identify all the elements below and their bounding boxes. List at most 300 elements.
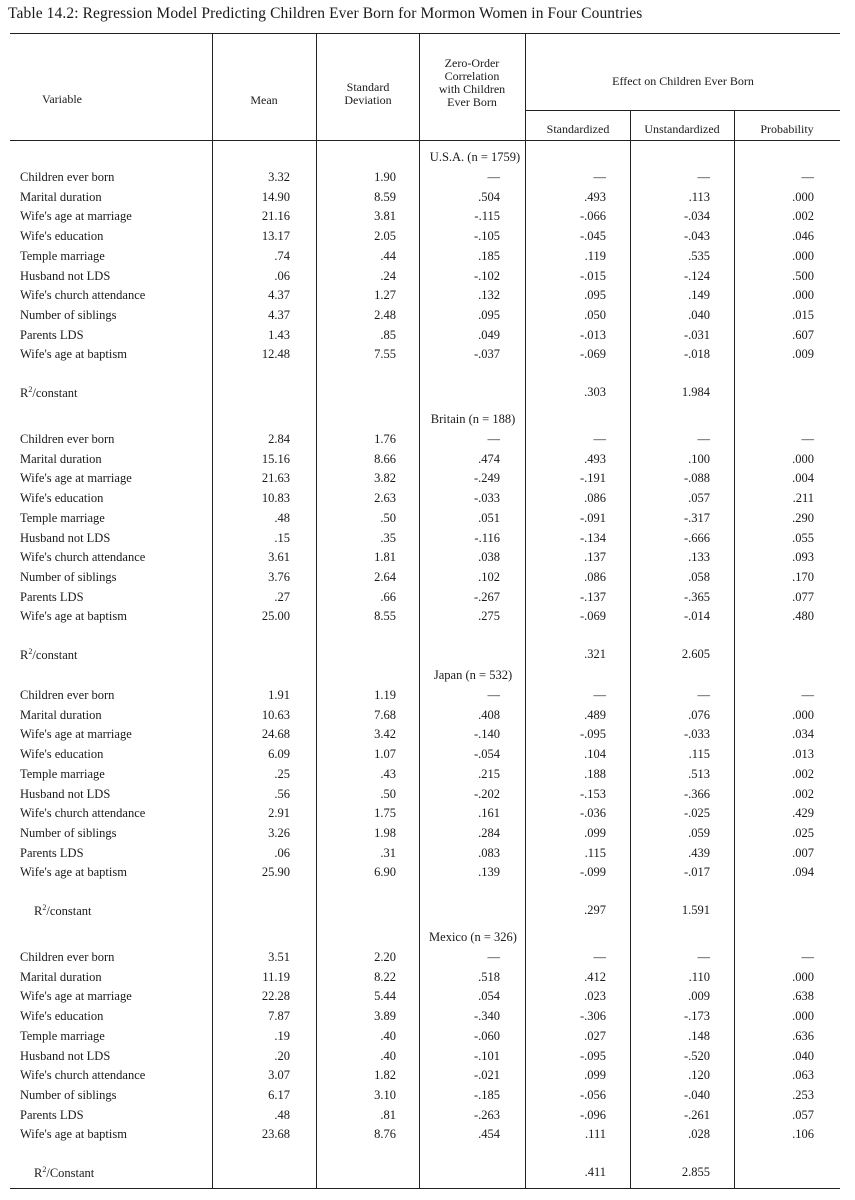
cell-standardized: .086	[584, 569, 606, 584]
cell-variable: Parents LDS	[20, 845, 84, 860]
constant-unstandardized: 1.591	[681, 903, 710, 917]
cell-corr: .049	[478, 327, 500, 342]
table-row	[0, 288, 855, 306]
cell-standardized: .115	[584, 845, 606, 860]
cell-corr: .504	[478, 189, 500, 204]
cell-variable: Number of siblings	[20, 307, 117, 322]
cell-standardized: .119	[584, 248, 606, 263]
cell-probability: .480	[792, 609, 814, 624]
cell-unstandardized: —	[697, 170, 710, 184]
cell-corr: —	[487, 432, 500, 446]
table-row	[0, 511, 855, 529]
r2-label: $R^2$/constant	[20, 647, 78, 663]
cell-corr: .215	[478, 766, 500, 781]
cell-standardized: .493	[584, 451, 606, 466]
cell-unstandardized: -.261	[683, 1107, 710, 1122]
cell-mean: 10.63	[261, 707, 290, 722]
cell-unstandardized: .028	[688, 1127, 710, 1142]
cell-mean: 4.37	[268, 307, 290, 322]
cell-probability: .077	[792, 589, 814, 604]
cell-standardized: -.066	[579, 209, 606, 224]
constant-unstandardized: 2.855	[681, 1165, 710, 1179]
cell-variable: Marital duration	[20, 451, 102, 466]
table-row	[0, 1049, 855, 1067]
cell-standardized: .104	[584, 747, 606, 762]
table-row	[0, 452, 855, 470]
header-mean: Mean	[250, 93, 278, 107]
cell-mean: .06	[274, 845, 290, 860]
cell-probability: .063	[792, 1068, 814, 1083]
cell-standardized: -.095	[579, 1048, 606, 1063]
cell-corr: —	[487, 170, 500, 184]
cell-sd: 1.98	[374, 825, 396, 840]
cell-standardized: .489	[584, 707, 606, 722]
header-sd: Standard Deviation	[344, 80, 392, 107]
cell-sd: .50	[380, 510, 396, 525]
cell-standardized: -.056	[579, 1087, 606, 1102]
r2-standardized: .411	[584, 1165, 606, 1179]
cell-mean: 22.28	[261, 989, 290, 1004]
cell-mean: 3.51	[268, 950, 290, 964]
cell-unstandardized: .100	[688, 451, 710, 466]
cell-variable: Wife's age at baptism	[20, 347, 127, 362]
cell-mean: 10.83	[261, 491, 290, 506]
table-row	[0, 170, 855, 188]
cell-standardized: -.134	[579, 530, 606, 545]
cell-unstandardized: -.365	[683, 589, 710, 604]
cell-variable: Wife's church attendance	[20, 288, 146, 303]
cell-variable: Wife's church attendance	[20, 550, 146, 565]
cell-sd: 1.81	[374, 550, 396, 565]
r2-row	[0, 385, 855, 403]
cell-probability: .170	[792, 569, 814, 584]
r2-label: $R^2$/constant	[34, 903, 92, 919]
cell-standardized: -.036	[579, 806, 606, 821]
cell-variable: Wife's age at baptism	[20, 865, 127, 880]
cell-sd: .50	[380, 786, 396, 801]
cell-variable: Parents LDS	[20, 1107, 84, 1122]
header-bottom-rule	[10, 140, 840, 141]
cell-standardized: -.306	[579, 1009, 606, 1024]
cell-sd: 5.44	[374, 989, 396, 1004]
section-title: Mexico (n = 326)	[429, 930, 517, 944]
cell-standardized: -.096	[579, 1107, 606, 1122]
cell-unstandardized: .535	[688, 248, 710, 263]
cell-corr: .102	[478, 569, 500, 584]
cell-variable: Children ever born	[20, 688, 115, 702]
cell-corr: .454	[478, 1127, 500, 1142]
cell-sd: 1.90	[374, 170, 396, 184]
cell-corr: -.101	[473, 1048, 500, 1063]
cell-probability: .002	[792, 766, 814, 781]
cell-mean: 7.87	[268, 1009, 290, 1024]
cell-probability: .034	[792, 727, 814, 742]
cell-probability: .000	[792, 451, 814, 466]
cell-mean: 1.91	[268, 688, 290, 702]
cell-mean: 23.68	[261, 1127, 290, 1142]
cell-sd: 8.55	[374, 609, 396, 624]
table-row	[0, 806, 855, 824]
cell-sd: .40	[380, 1028, 396, 1043]
header-standardized: Standardized	[546, 122, 610, 136]
cell-mean: .74	[274, 248, 290, 263]
table-row	[0, 1108, 855, 1126]
cell-unstandardized: -.043	[683, 229, 710, 244]
cell-standardized: —	[593, 688, 606, 702]
table-title: Table 14.2: Regression Model Predicting Children Ever Born for Mormon Women in Four Countries	[8, 5, 643, 22]
cell-mean: 14.90	[261, 189, 290, 204]
table-row	[0, 550, 855, 568]
section-title: Britain (n = 188)	[430, 412, 516, 426]
cell-mean: 21.63	[261, 471, 290, 486]
table-row	[0, 347, 855, 365]
cell-sd: 7.55	[374, 347, 396, 362]
cell-probability: .094	[792, 865, 814, 880]
cell-variable: Husband not LDS	[20, 530, 111, 545]
cell-corr: .095	[478, 307, 500, 322]
cell-variable: Husband not LDS	[20, 1048, 111, 1063]
cell-standardized: -.069	[579, 609, 606, 624]
cell-corr: -.140	[473, 727, 500, 742]
cell-standardized: .412	[584, 969, 606, 984]
cell-mean: .27	[274, 589, 290, 604]
cell-unstandardized: .059	[688, 825, 710, 840]
cell-variable: Temple marriage	[20, 1028, 105, 1043]
table-row	[0, 269, 855, 287]
cell-probability: .055	[792, 530, 814, 545]
cell-mean: .06	[274, 268, 290, 283]
cell-probability: .046	[792, 229, 814, 244]
table-row	[0, 950, 855, 968]
cell-standardized: —	[593, 950, 606, 964]
cell-sd: 3.81	[374, 209, 396, 224]
r2-row	[0, 647, 855, 665]
table-row	[0, 787, 855, 805]
cell-standardized: -.045	[579, 229, 606, 244]
cell-unstandardized: -.025	[683, 806, 710, 821]
effect-subheader-rule	[526, 110, 840, 111]
cell-standardized: .099	[584, 1068, 606, 1083]
r2-standardized: .297	[584, 903, 606, 917]
cell-unstandardized: .115	[688, 747, 710, 762]
cell-unstandardized: -.088	[683, 471, 710, 486]
cell-unstandardized: -.124	[683, 268, 710, 283]
cell-mean: .19	[274, 1028, 290, 1043]
cell-corr: -.060	[473, 1028, 500, 1043]
cell-variable: Parents LDS	[20, 327, 84, 342]
table-row	[0, 767, 855, 785]
cell-mean: 3.26	[268, 825, 290, 840]
cell-mean: 25.90	[261, 865, 290, 880]
cell-sd: 8.76	[374, 1127, 396, 1142]
cell-mean: 3.07	[268, 1068, 290, 1083]
cell-variable: Wife's church attendance	[20, 1068, 146, 1083]
cell-sd: 8.22	[374, 969, 396, 984]
cell-unstandardized: .040	[688, 307, 710, 322]
cell-probability: —	[801, 432, 814, 446]
cell-probability: .002	[792, 209, 814, 224]
header-corr: Zero-Order Correlation with Children Ever Born	[438, 56, 506, 109]
cell-corr: .051	[478, 510, 500, 525]
cell-sd: 3.42	[374, 727, 396, 742]
cell-variable: Wife's education	[20, 1009, 104, 1024]
cell-unstandardized: .133	[688, 550, 710, 565]
cell-corr: -.267	[473, 589, 500, 604]
cell-unstandardized: -.017	[683, 865, 710, 880]
cell-unstandardized: .076	[688, 707, 710, 722]
cell-standardized: -.099	[579, 865, 606, 880]
table-row	[0, 609, 855, 627]
cell-unstandardized: -.317	[683, 510, 710, 525]
table-row	[0, 747, 855, 765]
table-row	[0, 531, 855, 549]
cell-variable: Wife's education	[20, 491, 104, 506]
r2-standardized: .321	[584, 647, 606, 661]
cell-probability: .002	[792, 786, 814, 801]
cell-sd: 2.64	[374, 569, 396, 584]
cell-variable: Wife's education	[20, 747, 104, 762]
table-row	[0, 249, 855, 267]
cell-corr: .474	[478, 451, 500, 466]
cell-corr: .139	[478, 865, 500, 880]
section-title: U.S.A. (n = 1759)	[429, 150, 521, 164]
cell-unstandardized: .148	[688, 1028, 710, 1043]
cell-mean: 15.16	[261, 451, 290, 466]
cell-probability: .211	[792, 491, 814, 506]
table-row	[0, 865, 855, 883]
cell-standardized: —	[593, 432, 606, 446]
cell-mean: 2.84	[268, 432, 290, 446]
cell-mean: 24.68	[261, 727, 290, 742]
cell-standardized: —	[593, 170, 606, 184]
cell-corr: .161	[478, 806, 500, 821]
cell-variable: Wife's age at marriage	[20, 209, 132, 224]
cell-corr: -.263	[473, 1107, 500, 1122]
cell-mean: .25	[274, 766, 290, 781]
cell-variable: Parents LDS	[20, 589, 84, 604]
cell-unstandardized: -.014	[683, 609, 710, 624]
cell-standardized: .111	[585, 1127, 606, 1142]
constant-unstandardized: 2.605	[681, 647, 710, 661]
cell-corr: -.105	[473, 229, 500, 244]
cell-unstandardized: -.366	[683, 786, 710, 801]
r2-label: $R^2$/constant	[20, 385, 78, 401]
cell-corr: -.185	[473, 1087, 500, 1102]
cell-corr: .054	[478, 989, 500, 1004]
cell-standardized: -.137	[579, 589, 606, 604]
table-row	[0, 590, 855, 608]
cell-variable: Children ever born	[20, 950, 115, 964]
cell-standardized: -.069	[579, 347, 606, 362]
cell-corr: .408	[478, 707, 500, 722]
table-row	[0, 209, 855, 227]
cell-probability: .000	[792, 288, 814, 303]
cell-sd: .81	[380, 1107, 396, 1122]
cell-variable: Husband not LDS	[20, 786, 111, 801]
table-row	[0, 491, 855, 509]
cell-variable: Wife's church attendance	[20, 806, 146, 821]
cell-sd: .31	[380, 845, 396, 860]
cell-mean: 4.37	[268, 288, 290, 303]
cell-unstandardized: -.040	[683, 1087, 710, 1102]
cell-probability: .013	[792, 747, 814, 762]
cell-unstandardized: —	[697, 432, 710, 446]
table-row	[0, 688, 855, 706]
cell-mean: 2.91	[268, 806, 290, 821]
r2-row	[0, 1165, 855, 1183]
cell-standardized: .095	[584, 288, 606, 303]
cell-corr: -.037	[473, 347, 500, 362]
cell-variable: Husband not LDS	[20, 268, 111, 283]
cell-mean: .48	[274, 510, 290, 525]
cell-probability: .607	[792, 327, 814, 342]
cell-probability: .429	[792, 806, 814, 821]
cell-probability: .000	[792, 248, 814, 263]
cell-sd: .66	[380, 589, 396, 604]
table-row	[0, 328, 855, 346]
table-row	[0, 471, 855, 489]
cell-mean: 3.32	[268, 170, 290, 184]
cell-probability: —	[801, 950, 814, 964]
cell-probability: .290	[792, 510, 814, 525]
table-row	[0, 846, 855, 864]
cell-variable: Wife's age at baptism	[20, 609, 127, 624]
cell-probability: .253	[792, 1087, 814, 1102]
cell-corr: —	[487, 688, 500, 702]
cell-corr: .185	[478, 248, 500, 263]
cell-sd: 3.10	[374, 1087, 396, 1102]
cell-variable: Temple marriage	[20, 510, 105, 525]
r2-standardized: .303	[584, 385, 606, 399]
cell-unstandardized: -.173	[683, 1009, 710, 1024]
cell-probability: .004	[792, 471, 814, 486]
cell-standardized: .137	[584, 550, 606, 565]
cell-sd: .24	[380, 268, 396, 283]
cell-mean: .48	[274, 1107, 290, 1122]
top-rule	[10, 33, 840, 34]
cell-standardized: -.015	[579, 268, 606, 283]
cell-probability: .015	[792, 307, 814, 322]
cell-probability: .007	[792, 845, 814, 860]
section-title: Japan (n = 532)	[433, 668, 513, 682]
cell-variable: Wife's age at marriage	[20, 989, 132, 1004]
cell-unstandardized: -.031	[683, 327, 710, 342]
bottom-rule	[10, 1188, 840, 1189]
header-unstandardized: Unstandardized	[644, 122, 720, 136]
cell-variable: Children ever born	[20, 432, 115, 446]
cell-sd: 8.59	[374, 189, 396, 204]
cell-sd: 3.82	[374, 471, 396, 486]
cell-standardized: .188	[584, 766, 606, 781]
r2-label: $R^2$/Constant	[34, 1165, 95, 1181]
table-row	[0, 432, 855, 450]
cell-sd: 2.63	[374, 491, 396, 506]
cell-standardized: -.091	[579, 510, 606, 525]
cell-variable: Wife's age at marriage	[20, 471, 132, 486]
cell-corr: -.054	[473, 747, 500, 762]
cell-sd: 1.76	[374, 432, 396, 446]
cell-sd: 3.89	[374, 1009, 396, 1024]
cell-probability: .106	[792, 1127, 814, 1142]
table-row	[0, 1088, 855, 1106]
cell-corr: .518	[478, 969, 500, 984]
cell-sd: 1.19	[374, 688, 396, 702]
cell-unstandardized: .009	[688, 989, 710, 1004]
cell-standardized: .023	[584, 989, 606, 1004]
cell-unstandardized: .058	[688, 569, 710, 584]
cell-unstandardized: .149	[688, 288, 710, 303]
cell-corr: -.340	[473, 1009, 500, 1024]
cell-mean: 1.43	[268, 327, 290, 342]
cell-probability: .000	[792, 1009, 814, 1024]
cell-mean: .15	[274, 530, 290, 545]
cell-variable: Number of siblings	[20, 825, 117, 840]
cell-probability: —	[801, 170, 814, 184]
table-row	[0, 826, 855, 844]
cell-sd: 8.66	[374, 451, 396, 466]
cell-sd: .44	[380, 248, 396, 263]
cell-mean: 3.76	[268, 569, 290, 584]
cell-probability: .000	[792, 969, 814, 984]
cell-variable: Temple marriage	[20, 766, 105, 781]
cell-unstandardized: -.018	[683, 347, 710, 362]
cell-unstandardized: —	[697, 950, 710, 964]
cell-mean: 3.61	[268, 550, 290, 565]
cell-corr: -.102	[473, 268, 500, 283]
cell-sd: .85	[380, 327, 396, 342]
cell-probability: .500	[792, 268, 814, 283]
cell-corr: -.249	[473, 471, 500, 486]
cell-standardized: .027	[584, 1028, 606, 1043]
table-row	[0, 1009, 855, 1027]
r2-row	[0, 903, 855, 921]
cell-probability: .000	[792, 189, 814, 204]
cell-probability: .057	[792, 1107, 814, 1122]
cell-mean: 13.17	[261, 229, 290, 244]
cell-variable: Marital duration	[20, 189, 102, 204]
cell-probability: .025	[792, 825, 814, 840]
table-row	[0, 1029, 855, 1047]
cell-corr: —	[487, 950, 500, 964]
cell-sd: 1.07	[374, 747, 396, 762]
cell-unstandardized: —	[697, 688, 710, 702]
table-row	[0, 190, 855, 208]
cell-unstandardized: -.666	[683, 530, 710, 545]
cell-variable: Wife's education	[20, 229, 104, 244]
table-row	[0, 570, 855, 588]
cell-corr: .284	[478, 825, 500, 840]
cell-corr: -.116	[474, 530, 500, 545]
cell-corr: -.115	[474, 209, 500, 224]
cell-unstandardized: -.034	[683, 209, 710, 224]
cell-unstandardized: .057	[688, 491, 710, 506]
cell-probability: .000	[792, 707, 814, 722]
table-row	[0, 308, 855, 326]
cell-standardized: .050	[584, 307, 606, 322]
table-row	[0, 708, 855, 726]
table-row	[0, 727, 855, 745]
cell-probability: .636	[792, 1028, 814, 1043]
cell-corr: .083	[478, 845, 500, 860]
cell-standardized: -.153	[579, 786, 606, 801]
table-row	[0, 229, 855, 247]
cell-standardized: .099	[584, 825, 606, 840]
cell-corr: .275	[478, 609, 500, 624]
cell-variable: Number of siblings	[20, 569, 117, 584]
cell-probability: .638	[792, 989, 814, 1004]
cell-variable: Temple marriage	[20, 248, 105, 263]
cell-variable: Children ever born	[20, 170, 115, 184]
